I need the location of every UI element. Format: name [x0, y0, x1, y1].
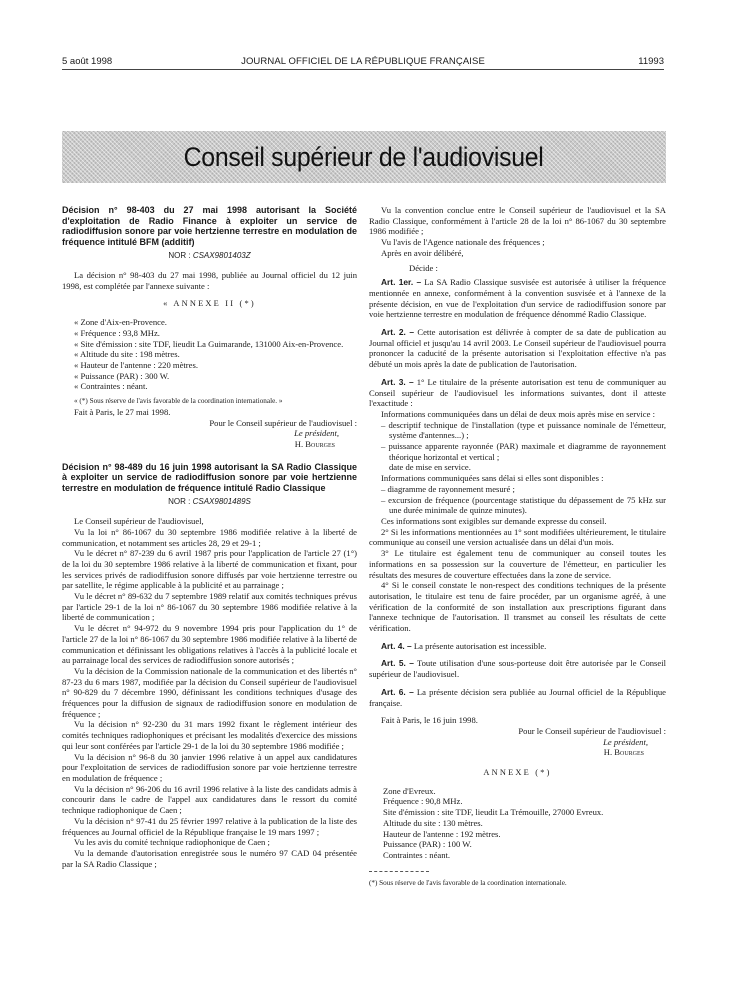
nor-label: NOR :	[168, 497, 191, 507]
body-paragraph: Après en avoir délibéré,	[381, 247, 464, 258]
body-paragraph: Vu le décret n° 87-239 du 6 avril 1987 pris pour l'application de l'article 27 (1°) de la loi du 30 septembre 1986 relative à la liberté de communication et fixant, pour les services privés de radiodiffusion sonore diffusés par voie hertzienne terrestre ou par satellite, le régime applicable à la publicité et au parrainage ;	[62, 548, 357, 591]
decision-title-98-489: Décision n° 98-489 du 16 juin 1998 autorisant la SA Radio Classique à exploiter un service de radiodiffusion sonore par voie hertzienne terrestre en modulation de fréquence intitulé Radio Classique	[62, 461, 357, 493]
annexe-list	[369, 786, 666, 861]
article-6-label: Art. 6. –	[381, 686, 414, 697]
annexe-line: Zone d'Evreux.	[383, 785, 436, 796]
body-paragraph: Vu le décret n° 94-972 du 9 novembre 1994 pris pour l'application du 1° de l'article 27 de la loi n° 86-1067 du 30 septembre 1986 modifiée relative à la liberté de communication et définissant les obligations relatives à l'accès à la publicité locale et au parrainage local des services de radiodiffusion sonore autorisés ;	[62, 623, 357, 666]
annexe-line: « Hauteur de l'antenne : 220 mètres.	[74, 360, 198, 370]
article-2-text: Cette autorisation est délivrée à compter de sa date de publication au Journal officiel et jusqu'au 14 avril 2003. Le Conseil supérieur de l'audiovisuel pourra prononcer la caducité de la présente autorisation si l'exploitation effective n'a pas débuté un mois après la date de publication de l'autorisation.	[369, 327, 666, 370]
body-paragraph: Vu la décision n° 96-206 du 16 avril 1996 relative à la liste des candidats admis à concourir dans le cadre de l'appel aux candidatures dans le ressort du comité technique radiophonique de Caen ;	[62, 783, 357, 816]
intro-paragraph: La décision n° 98-403 du 27 mai 1998, publiée au Journal officiel du 12 juin 1998, est complétée par l'annexe suivante :	[62, 270, 357, 291]
article-6	[369, 687, 666, 708]
article-1-label: Art. 1er. –	[381, 277, 422, 288]
section-title: Conseil supérieur de l'audiovisuel	[184, 141, 544, 172]
right-column	[369, 205, 666, 888]
list-item: – excursion de fréquence (pourcentage statistique du dépassement de 75 kHz sur une durée minimale de quinze minutes).	[381, 494, 666, 516]
article-5-label: Art. 5. –	[381, 658, 414, 669]
body-paragraph: Vu la décision de la Commission nationale de la communication et des libertés n° 87-23 du 6 mars 1987, modifiée par la décision du Conseil supérieur de l'audiovisuel n° 90-829 du 7 décembre 1990, définissant les conditions techniques d'usage des fréquences pour la diffusion de signaux de radiodiffusion sonore en modulation de fréquence ;	[62, 665, 357, 719]
decision-title-98-403: Décision n° 98-403 du 27 mai 1998 autorisant la Société d'exploitation de Radio Finance à exploiter un service de radiodiffusion sonore par voie hertzienne terrestre en modulation de fréquence intitulé BFM (additif)	[62, 205, 357, 247]
annexe-line: « Puissance (PAR) : 300 W.	[74, 370, 170, 381]
body-paragraph: Le Conseil supérieur de l'audiovisuel,	[74, 516, 204, 527]
article-5	[369, 658, 666, 679]
nor-reference	[62, 497, 357, 508]
article-5-text: Toute utilisation d'une sous-porteuse doit être autorisée par le Conseil supérieur de l'audiovisuel.	[369, 658, 666, 680]
article-6-text: La présente décision sera publiée au Journal officiel de la République française.	[369, 686, 666, 708]
decide-heading: Décide :	[409, 262, 438, 273]
article-4-label: Art. 4. –	[381, 640, 412, 651]
annexe-heading: « ANNEXE II (*)	[163, 299, 256, 309]
nor-code: CSAX9801489S	[192, 497, 251, 507]
footnote: (*) Sous réserve de l'avis favorable de la coordination internationale.	[369, 878, 567, 887]
left-column	[62, 205, 357, 869]
signature-name: H. Bourges	[294, 438, 335, 449]
footnote: « (*) Sous réserve de l'avis favorable de la coordination internationale. »	[74, 397, 283, 406]
article-3-text: 1° Le titulaire de la présente autorisation est tenu de communiquer au Conseil supérieur de l'audiovisuel les informations suivantes, dont il atteste l'exactitude :	[369, 376, 666, 409]
info-heading: Informations communiquées dans un délai de deux mois après mise en service :	[381, 408, 655, 419]
annexe-line: Site d'émission : site TDF, lieudit La Trémouille, 27000 Evreux.	[383, 807, 604, 818]
annexe-line: Puissance (PAR) : 100 W.	[383, 839, 472, 850]
annexe-line: « Zone d'Aix-en-Provence.	[74, 317, 167, 328]
nor-code: CSAX9801403Z	[192, 251, 251, 261]
body-paragraph: Vu la décision n° 96-8 du 30 janvier 1996 relative à un appel aux candidatures pour l'exploitation de services de radiodiffusion sonore par voie hertzienne terrestre en modulation de fréquence ;	[62, 751, 357, 783]
body-paragraph: Vu la décision n° 97-41 du 25 février 1997 relative à la publication de la liste des fréquences au Journal officiel de la République française le 19 mars 1997 ;	[62, 815, 357, 837]
body-paragraph: 4° Si le conseil constate le non-respect des conditions techniques de la présente autorisation, le titulaire est tenu de faire procéder, par un organisme agréé, à une vérification de la conformité de son installation aux prescriptions figurant dans l'annexe technique de l'autorisation. Il transmet au conseil les résultats de cette vérification.	[369, 580, 666, 634]
article-4	[369, 641, 666, 652]
page-number: 11993	[638, 56, 664, 67]
signature-line: Pour le Conseil supérieur de l'audiovisuel :	[209, 417, 357, 428]
nor-reference	[62, 251, 357, 262]
list-item: – diagramme de rayonnement mesuré ;	[381, 483, 515, 494]
journal-title: JOURNAL OFFICIEL DE LA RÉPUBLIQUE FRANÇAISE	[241, 56, 485, 67]
article-1	[369, 277, 666, 320]
annexe-line: Hauteur de l'antenne : 192 mètres.	[383, 828, 501, 839]
info-heading: Informations communiquées sans délai si elles sont disponibles :	[381, 473, 604, 484]
annexe-line: Fréquence : 90,8 MHz.	[383, 796, 463, 807]
article-1-text: La SA Radio Classique susvisée est autorisée à utiliser la fréquence mentionnée en annexe, conformément à la convention susvisée et à l'annexe de la présente décision, en vue de l'exploitation d'un service de radiodiffusion sonore par voie hertzienne terrestre en modulation de fréquence dénommé Radio Classique.	[369, 277, 666, 320]
issue-date: 5 août 1998	[62, 56, 113, 67]
annexe-heading: ANNEXE (*)	[483, 768, 552, 778]
signature-name: H. Bourges	[603, 747, 644, 758]
list-item: – descriptif technique de l'installation (type et puissance nominale de l'émetteur, système d'antennes...) ;	[381, 419, 666, 441]
body-paragraph: Vu les avis du comité technique radiophonique de Caen ;	[74, 837, 270, 848]
annexe-line: « Fréquence : 93,8 MHz.	[74, 327, 160, 338]
article-3-label: Art. 3. –	[381, 376, 414, 387]
annexe-line: « Site d'émission : site TDF, lieudit La Guimarande, 131000 Aix-en-Provence.	[74, 338, 344, 349]
body-paragraph: Vu l'avis de l'Agence nationale des fréquences ;	[381, 237, 545, 248]
article-4-text: La présente autorisation est incessible.	[413, 640, 547, 651]
section-banner	[62, 131, 666, 183]
article-2	[369, 327, 666, 370]
body-paragraph: Vu le décret n° 89-632 du 7 septembre 1989 relatif aux comités techniques prévus par l'article 29-1 de la loi n° 86-1067 du 30 septembre 1986 modifiée relative à la liberté de communication ;	[62, 591, 357, 623]
article-2-label: Art. 2. –	[381, 327, 415, 338]
signature-role: Le président,	[294, 428, 339, 439]
signature-role: Le président,	[603, 736, 648, 747]
list-item: – puissance apparente rayonnée (PAR) maximale et diagramme de rayonnement théorique horizontal et vertical ;	[381, 441, 666, 462]
footnote-rule	[369, 871, 429, 872]
done-at: Fait à Paris, le 27 mai 1998.	[74, 406, 171, 417]
running-header	[62, 56, 664, 70]
done-at: Fait à Paris, le 16 juin 1998.	[381, 715, 478, 726]
body-paragraph: Vu la demande d'autorisation enregistrée sous le numéro 97 CAD 04 présentée par la SA Radio Classique ;	[62, 847, 357, 869]
list-item: date de mise en service.	[389, 462, 471, 473]
body-paragraph: 2° Si les informations mentionnées au 1° sont modifiées ultérieurement, le titulaire communique au conseil une version actualisée dans un délai d'un mois.	[369, 526, 666, 548]
nor-label: NOR :	[168, 251, 191, 261]
body-paragraph: Vu la loi n° 86-1067 du 30 septembre 1986 modifiée relative à la liberté de communication, et notamment ses articles 28, 29 et 29-1 ;	[62, 526, 357, 548]
body-paragraph: Vu la décision n° 92-230 du 31 mars 1992 fixant le règlement intérieur des comités techniques radiophoniques et précisant les modalités d'exercice des missions qui leur sont conférées par l'article 29-1 de la loi du 30 septembre 1986 modifiée ;	[62, 719, 357, 751]
annexe-line: Altitude du site : 130 mètres.	[383, 817, 483, 828]
annexe-line: « Contraintes : néant.	[74, 381, 148, 392]
signature-line: Pour le Conseil supérieur de l'audiovisuel :	[518, 725, 666, 736]
annexe-line: « Altitude du site : 198 mètres.	[74, 349, 180, 360]
body-paragraph: Ces informations sont exigibles sur demande expresse du conseil.	[381, 515, 607, 526]
body-paragraph: Vu la convention conclue entre le Conseil supérieur de l'audiovisuel et la SA Radio Classique, conformément à l'article 28 de la loi n° 86-1067 du 30 septembre 1986 modifiée ;	[369, 205, 666, 237]
body-paragraph: 3° Le titulaire est également tenu de communiquer au conseil toutes les informations en sa possession sur la couverture de l'émetteur, en particulier les résultats des mesures de couverture effectuées dans la zone de service.	[369, 548, 666, 580]
article-3	[369, 377, 666, 409]
annexe-line: Contraintes : néant.	[383, 849, 451, 860]
